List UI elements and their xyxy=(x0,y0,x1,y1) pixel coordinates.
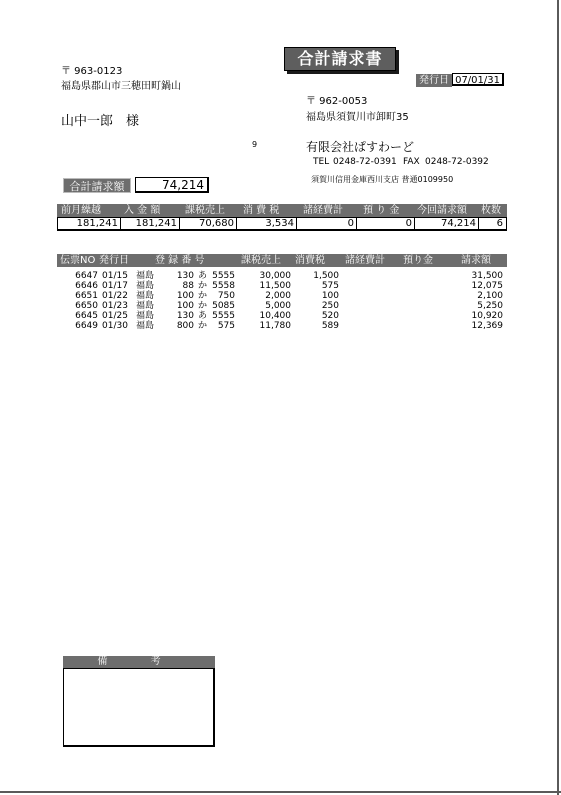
detail-header-cell: 伝票NO xyxy=(60,255,96,266)
summary-header-cell: 枚数 xyxy=(481,205,501,216)
cell-billed: 5,250 xyxy=(477,301,503,311)
summary-cell: 0 xyxy=(405,218,412,229)
cell-taxable-sales: 30,000 xyxy=(259,271,291,281)
notes-box xyxy=(63,668,215,747)
detail-header-cell: 預り金 xyxy=(403,255,433,266)
summary-divider xyxy=(356,218,357,230)
cell-date: 01/25 xyxy=(102,311,128,321)
recipient-postal: 〒 963-0123 xyxy=(61,66,123,77)
issue-date-label: 発行日 xyxy=(416,74,452,87)
cell-region: 福島 xyxy=(136,301,155,311)
summary-header xyxy=(57,204,507,217)
cell-slip-no: 6651 xyxy=(75,291,98,301)
detail-header-cell: 登 録 番 号 xyxy=(155,255,205,266)
sender-bank: 須賀川信用金庫西川支店 普通0109950 xyxy=(311,175,454,184)
sender-tel: 0248-72-0391 xyxy=(333,157,397,167)
summary-cell: 6 xyxy=(496,218,503,229)
cell-slip-no: 6646 xyxy=(75,281,98,291)
sender-fax: 0248-72-0392 xyxy=(425,157,489,167)
summary-divider xyxy=(414,218,415,230)
cell-reg-number: 750 xyxy=(217,291,235,301)
table-row xyxy=(57,271,507,281)
cell-date: 01/15 xyxy=(102,271,128,281)
table-row xyxy=(57,291,507,301)
cell-slip-no: 6649 xyxy=(75,321,98,331)
cell-reg-number: 5555 xyxy=(212,271,235,281)
detail-header-cell: 課税売上 xyxy=(241,255,281,266)
cell-billed: 31,500 xyxy=(471,271,503,281)
summary-header-cell: 今回請求額 xyxy=(417,205,467,216)
recipient-name: 山中一郎 様 xyxy=(61,114,140,129)
cell-taxable-sales: 11,780 xyxy=(259,321,291,331)
cell-reg-number: 575 xyxy=(217,321,235,331)
cell-kana: か xyxy=(198,321,208,331)
recipient-address: 福島県郡山市三穂田町鍋山 xyxy=(61,81,181,92)
summary-header-cell: 入 金 額 xyxy=(124,205,161,216)
cell-tax: 100 xyxy=(321,291,339,301)
cell-class: 100 xyxy=(176,291,194,301)
cell-region: 福島 xyxy=(136,281,155,291)
page-edge-bottom xyxy=(0,791,561,793)
cell-kana: か xyxy=(198,281,208,291)
cell-region: 福島 xyxy=(136,271,155,281)
cell-date: 01/17 xyxy=(102,281,128,291)
table-row xyxy=(57,281,507,291)
cell-kana: あ xyxy=(198,271,208,281)
cell-reg-number: 5558 xyxy=(212,281,235,291)
table-row xyxy=(57,311,507,321)
detail-header xyxy=(57,254,507,267)
summary-header-cell: 課税売上 xyxy=(185,205,225,216)
issue-date-value: 07/01/31 xyxy=(452,73,504,86)
summary-cell: 3,534 xyxy=(265,218,294,229)
table-row xyxy=(57,321,507,331)
summary-header-cell: 預 り 金 xyxy=(363,205,400,216)
detail-header-cell: 消費税 xyxy=(295,255,325,266)
total-value: 74,214 xyxy=(135,177,209,193)
cell-tax: 575 xyxy=(321,281,339,291)
cell-slip-no: 6650 xyxy=(75,301,98,311)
notes-label: 備 考 xyxy=(63,656,215,668)
cell-region: 福島 xyxy=(136,321,155,331)
cell-billed: 2,100 xyxy=(477,291,503,301)
sender-tel-label: TEL xyxy=(313,157,330,167)
cell-region: 福島 xyxy=(136,291,155,301)
cell-class: 130 xyxy=(176,271,194,281)
cell-date: 01/23 xyxy=(102,301,128,311)
cell-taxable-sales: 2,000 xyxy=(265,291,291,301)
cell-class: 130 xyxy=(176,311,194,321)
cell-billed: 12,075 xyxy=(471,281,503,291)
cell-taxable-sales: 10,400 xyxy=(259,311,291,321)
summary-header-cell: 消 費 税 xyxy=(243,205,280,216)
document-title: 合計請求書 xyxy=(284,47,396,71)
sender-fax-label: FAX xyxy=(403,157,420,167)
summary-divider xyxy=(120,218,121,230)
cell-tax: 520 xyxy=(321,311,339,321)
sender-company: 有限会社ぱすわーど xyxy=(306,140,415,154)
cell-taxable-sales: 11,500 xyxy=(259,281,291,291)
summary-cell: 74,214 xyxy=(441,218,476,229)
cell-slip-no: 6647 xyxy=(75,271,98,281)
summary-cell: 0 xyxy=(347,218,354,229)
page-edge-right xyxy=(557,0,559,795)
cell-reg-number: 5555 xyxy=(212,311,235,321)
detail-rows xyxy=(57,271,507,331)
detail-header-cell: 請求額 xyxy=(461,255,491,266)
cell-tax: 589 xyxy=(321,321,339,331)
summary-divider xyxy=(296,218,297,230)
sender-mark: 9 xyxy=(252,140,258,149)
summary-divider xyxy=(179,218,180,230)
summary-divider xyxy=(236,218,237,230)
cell-taxable-sales: 5,000 xyxy=(265,301,291,311)
summary-cell: 70,680 xyxy=(199,218,234,229)
summary-header-cell: 前月繰越 xyxy=(61,205,101,216)
summary-header-cell: 諸経費計 xyxy=(303,205,343,216)
cell-tax: 250 xyxy=(321,301,339,311)
cell-class: 800 xyxy=(176,321,194,331)
table-row xyxy=(57,301,507,311)
summary-divider xyxy=(478,218,479,230)
cell-kana: あ xyxy=(198,311,208,321)
total-label: 合計請求額 xyxy=(63,178,131,193)
cell-region: 福島 xyxy=(136,311,155,321)
cell-slip-no: 6645 xyxy=(75,311,98,321)
cell-class: 100 xyxy=(176,301,194,311)
summary-row xyxy=(57,217,507,231)
detail-header-cell: 諸経費計 xyxy=(345,255,385,266)
cell-kana: か xyxy=(198,291,208,301)
detail-header-cell: 発行日 xyxy=(99,255,129,266)
sender-address: 福島県須賀川市卸町35 xyxy=(306,112,409,123)
cell-date: 01/30 xyxy=(102,321,128,331)
cell-reg-number: 5085 xyxy=(212,301,235,311)
cell-tax: 1,500 xyxy=(313,271,339,281)
cell-billed: 10,920 xyxy=(471,311,503,321)
cell-kana: か xyxy=(198,301,208,311)
summary-cell: 181,241 xyxy=(135,218,177,229)
summary-cell: 181,241 xyxy=(76,218,118,229)
sender-postal: 〒 962-0053 xyxy=(306,96,368,107)
cell-billed: 12,369 xyxy=(471,321,503,331)
cell-class: 88 xyxy=(182,281,194,291)
cell-date: 01/22 xyxy=(102,291,128,301)
